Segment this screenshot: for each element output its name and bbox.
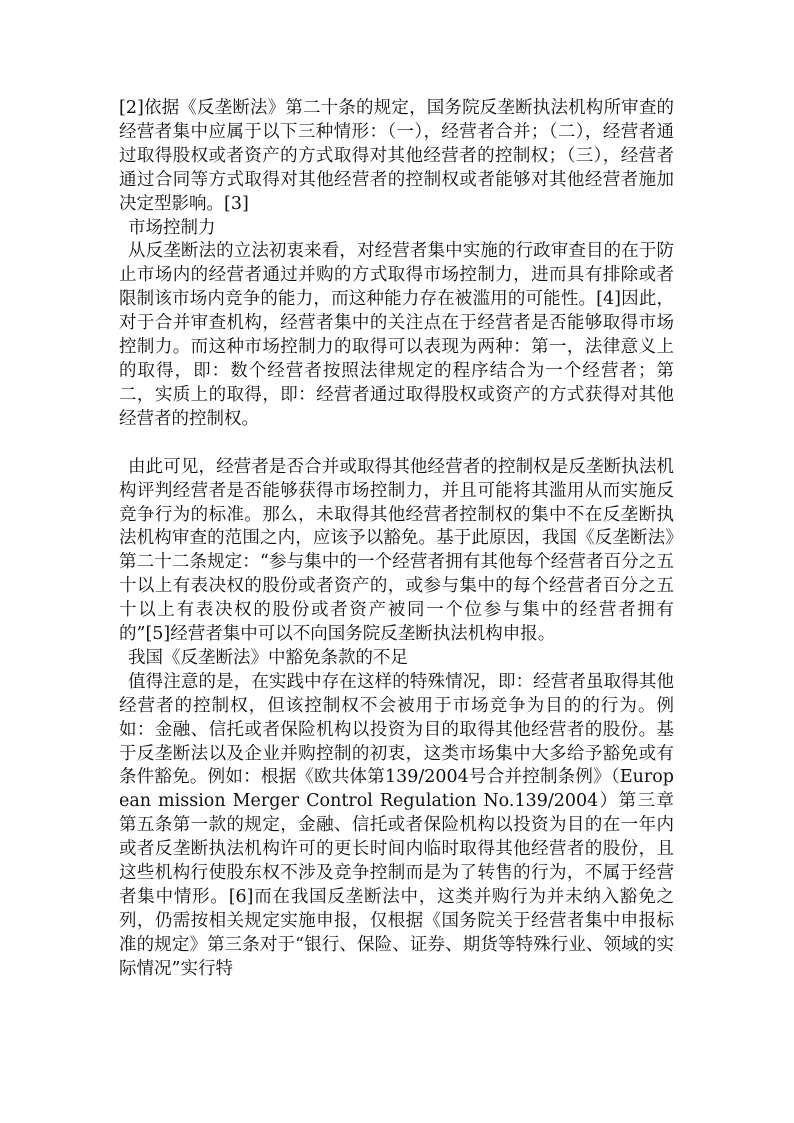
- paragraph-spacer: [119, 432, 674, 456]
- document-page: [119, 97, 674, 982]
- paragraph-control-standard: 由此可见，经营者是否合并或取得其他经营者的控制权是反垄断执法机构评判经营者是否能够获得市场控制力，并且可能将其滥用从而实施反竞争行为的标准。那么，未取得其他经营者控制权的集中不在反垄断执法机构审查的范围之内，应该予以豁免。基于此原因，我国《反垄断法》第二十二条规定：“参与集中的一个经营者拥有其他每个经营者百分之五十以上有表决权的股份或者资产的，或参与集中的每个经营者百分之五十以上有表决权的股份或者资产被同一个位参与集中的经营者拥有的”[5]经营者集中可以不向国务院反垄断执法机构申报。: [119, 456, 674, 645]
- paragraph-legislative-intent: 从反垄断法的立法初衷来看，对经营者集中实施的行政审查目的在于防止市场内的经营者通过并购的方式取得市场控制力，进而具有排除或者限制该市场内竞争的能力，而这种能力存在被滥用的可能性。[4]因此，对于合并审查机构，经营者集中的关注点在于经营者是否能够取得市场控制力。而这种市场控制力的取得可以表现为两种：第一，法律意义上的取得，即：数个经营者按照法律规定的程序结合为一个经营者；第二，实质上的取得，即：经营者通过取得股权或资产的方式获得对其他经营者的控制权。: [119, 241, 674, 429]
- paragraph-special-cases: 值得注意的是，在实践中存在这样的特殊情况，即：经营者虽取得其他经营者的控制权，但该控制权不会被用于市场竞争为目的的行为。例如：金融、信托或者保险机构以投资为目的取得其他经营者的股份。基于反垄断法以及企业并购控制的初衷，这类市场集中大多给予豁免或有条件豁免。例如：根据《欧共体第139/2004号合并控制条例》（European mission Merger Control Regulation No.139/2004）第三章第五条第一款的规定，金融、信托或者保险机构以投资为目的在一年内或者反垄断执法机构许可的更长时间内临时取得其他经营者的股份，且这些机构行使股东权不涉及竞争控制而是为了转售的行为，不属于经营者集中情形。[6]而在我国反垄断法中，这类并购行为并未纳入豁免之列，仍需按相关规定实施申报，仅根据《国务院关于经营者集中申报标准的规定》第三条对于“银行、保险、证券、期货等特殊行业、领域的实际情况”实行特: [119, 671, 674, 979]
- heading-market-control: 市场控制力: [128, 217, 216, 238]
- paragraph-merger-situations: [2]依据《反垄断法》第二十条的规定，国务院反垄断执法机构所审查的经营者集中应属于以下三种情形：（一），经营者合并；（二），经营者通过取得股权或者资产的方式取得对其他经营者的控制权；（三），经营者通过合同等方式取得对其他经营者的控制权或者能够对其他经营者施加决定型影响。[3]: [119, 98, 674, 214]
- heading-exemption-deficiency: 我国《反垄断法》中豁免条款的不足: [128, 647, 408, 668]
